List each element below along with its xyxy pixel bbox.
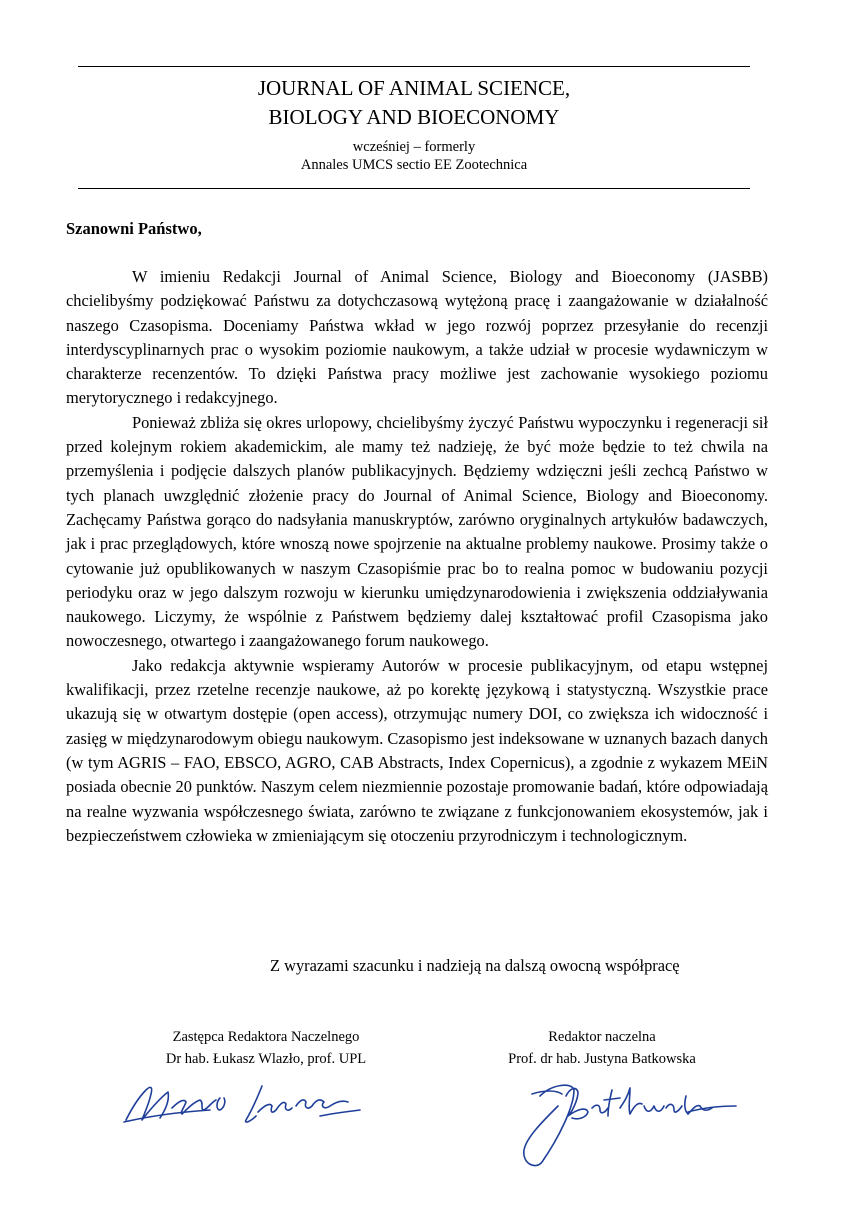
formerly-label: wcześniej – formerly: [352, 139, 476, 155]
former-journal-name: Annales UMCS sectio EE Zootechnica: [300, 157, 528, 173]
paragraph-1: W imieniu Redakcji Journal of Animal Science, Biology and Bioeconomy (JASBB) chcielibyśmy podziękować Państwu za dotychczasową wytężoną pracę i zaangażowanie w działalność naszego Czasopisma. Doceniamy Państwa wkład w jego rozwój poprzez przesyłanie do recenzji interdyscyplinarnych prac o wysokim poziomie naukowym, a także udział w procesie wydawniczym w charakterze recenzentów. To dzięki Państwa pracy możliwe jest zachowanie wysokiego poziomu merytorycznego i redakcyjnego.: [66, 267, 768, 408]
deputy-editor-block: [96, 1026, 436, 1070]
paragraph-3: Jako redakcja aktywnie wspieramy Autorów w procesie publikacyjnym, od etapu wstępnej kwalifikacji, przez rzetelne recenzje naukowe, aż po korektę językową i statystyczną. Wszystkie prace ukazują się w otwartym dostępie (open access), otrzymując numery DOI, co zwiększa ich widoczność i zasięg w międzynarodowym obiegu naukowym. Czasopismo jest indeksowane w uznanych bazach danych (w tym AGRIS – FAO, EBSCO, AGRO, CAB Abstracts, Index Copernicus), a zgodnie z wykazem MEiN posiada obecnie 20 punktów. Naszym celem niezmiennie pozostaje promowanie badań, które odpowiadają na realne wyzwania współczesnego świata, zarówno te związane z funkcjonowaniem ekosystemów, jak i bezpieczeństwem człowieka w zmieniającym się otoczeniu przyrodniczym i technologicznym.: [66, 655, 768, 845]
editor-in-chief-block: [432, 1026, 772, 1070]
deputy-editor-role: Zastępca Redaktora Naczelnego: [172, 1029, 360, 1045]
journal-title-line2: BIOLOGY AND BIOECONOMY: [268, 105, 560, 129]
salutation: Szanowni Państwo,: [66, 219, 202, 238]
paragraph-2: Ponieważ zbliża się okres urlopowy, chcielibyśmy życzyć Państwu wypoczynku i regeneracji sił przed kolejnym rokiem akademickim, ale mamy też nadzieję, że być może będzie to też chwila na przemyślenia i podjęcie dalszych planów publikacyjnych. Będziemy wdzięczni jeśli zechcą Państwo w tych planach uwzględnić złożenie pracy do Journal of Animal Science, Biology and Bioeconomy. Zachęcamy Państwa gorąco do nadsyłania manuskryptów, zarówno oryginalnych artykułów badawczych, jak i prac przeglądowych, które wnoszą nowe spojrzenie na aktualne problemy naukowe. Prosimy także o cytowanie już opublikowanych w naszym Czasopiśmie prac bo to realna pomoc w budowaniu pozycji periodyku oraz w jego dalszym rozwoju w kierunku umiędzynarodowienia i zwiększenia oddziaływania naukowego. Liczymy, że wspólnie z Państwem będziemy dalej kształtować profil Czasopisma jako nowoczesnego, otwartego i zaangażowanego forum naukowego.: [66, 412, 768, 651]
editor-in-chief-signature: [512, 1066, 742, 1171]
editor-in-chief-name: Prof. dr hab. Justyna Batkowska: [508, 1051, 696, 1067]
deputy-editor-name: Dr hab. Łukasz Wlazło, prof. UPL: [165, 1051, 367, 1067]
closing-line: Z wyrazami szacunku i nadzieją na dalszą owocną współpracę: [270, 956, 680, 975]
editor-in-chief-role: Redaktor naczelna: [548, 1029, 656, 1045]
header-top-rule: [78, 66, 750, 67]
header-bottom-rule: [78, 188, 750, 189]
journal-title-line1: JOURNAL OF ANIMAL SCIENCE,: [257, 76, 571, 100]
deputy-editor-signature: [120, 1072, 370, 1130]
letter-body: [66, 265, 768, 848]
journal-masthead: [78, 74, 750, 175]
